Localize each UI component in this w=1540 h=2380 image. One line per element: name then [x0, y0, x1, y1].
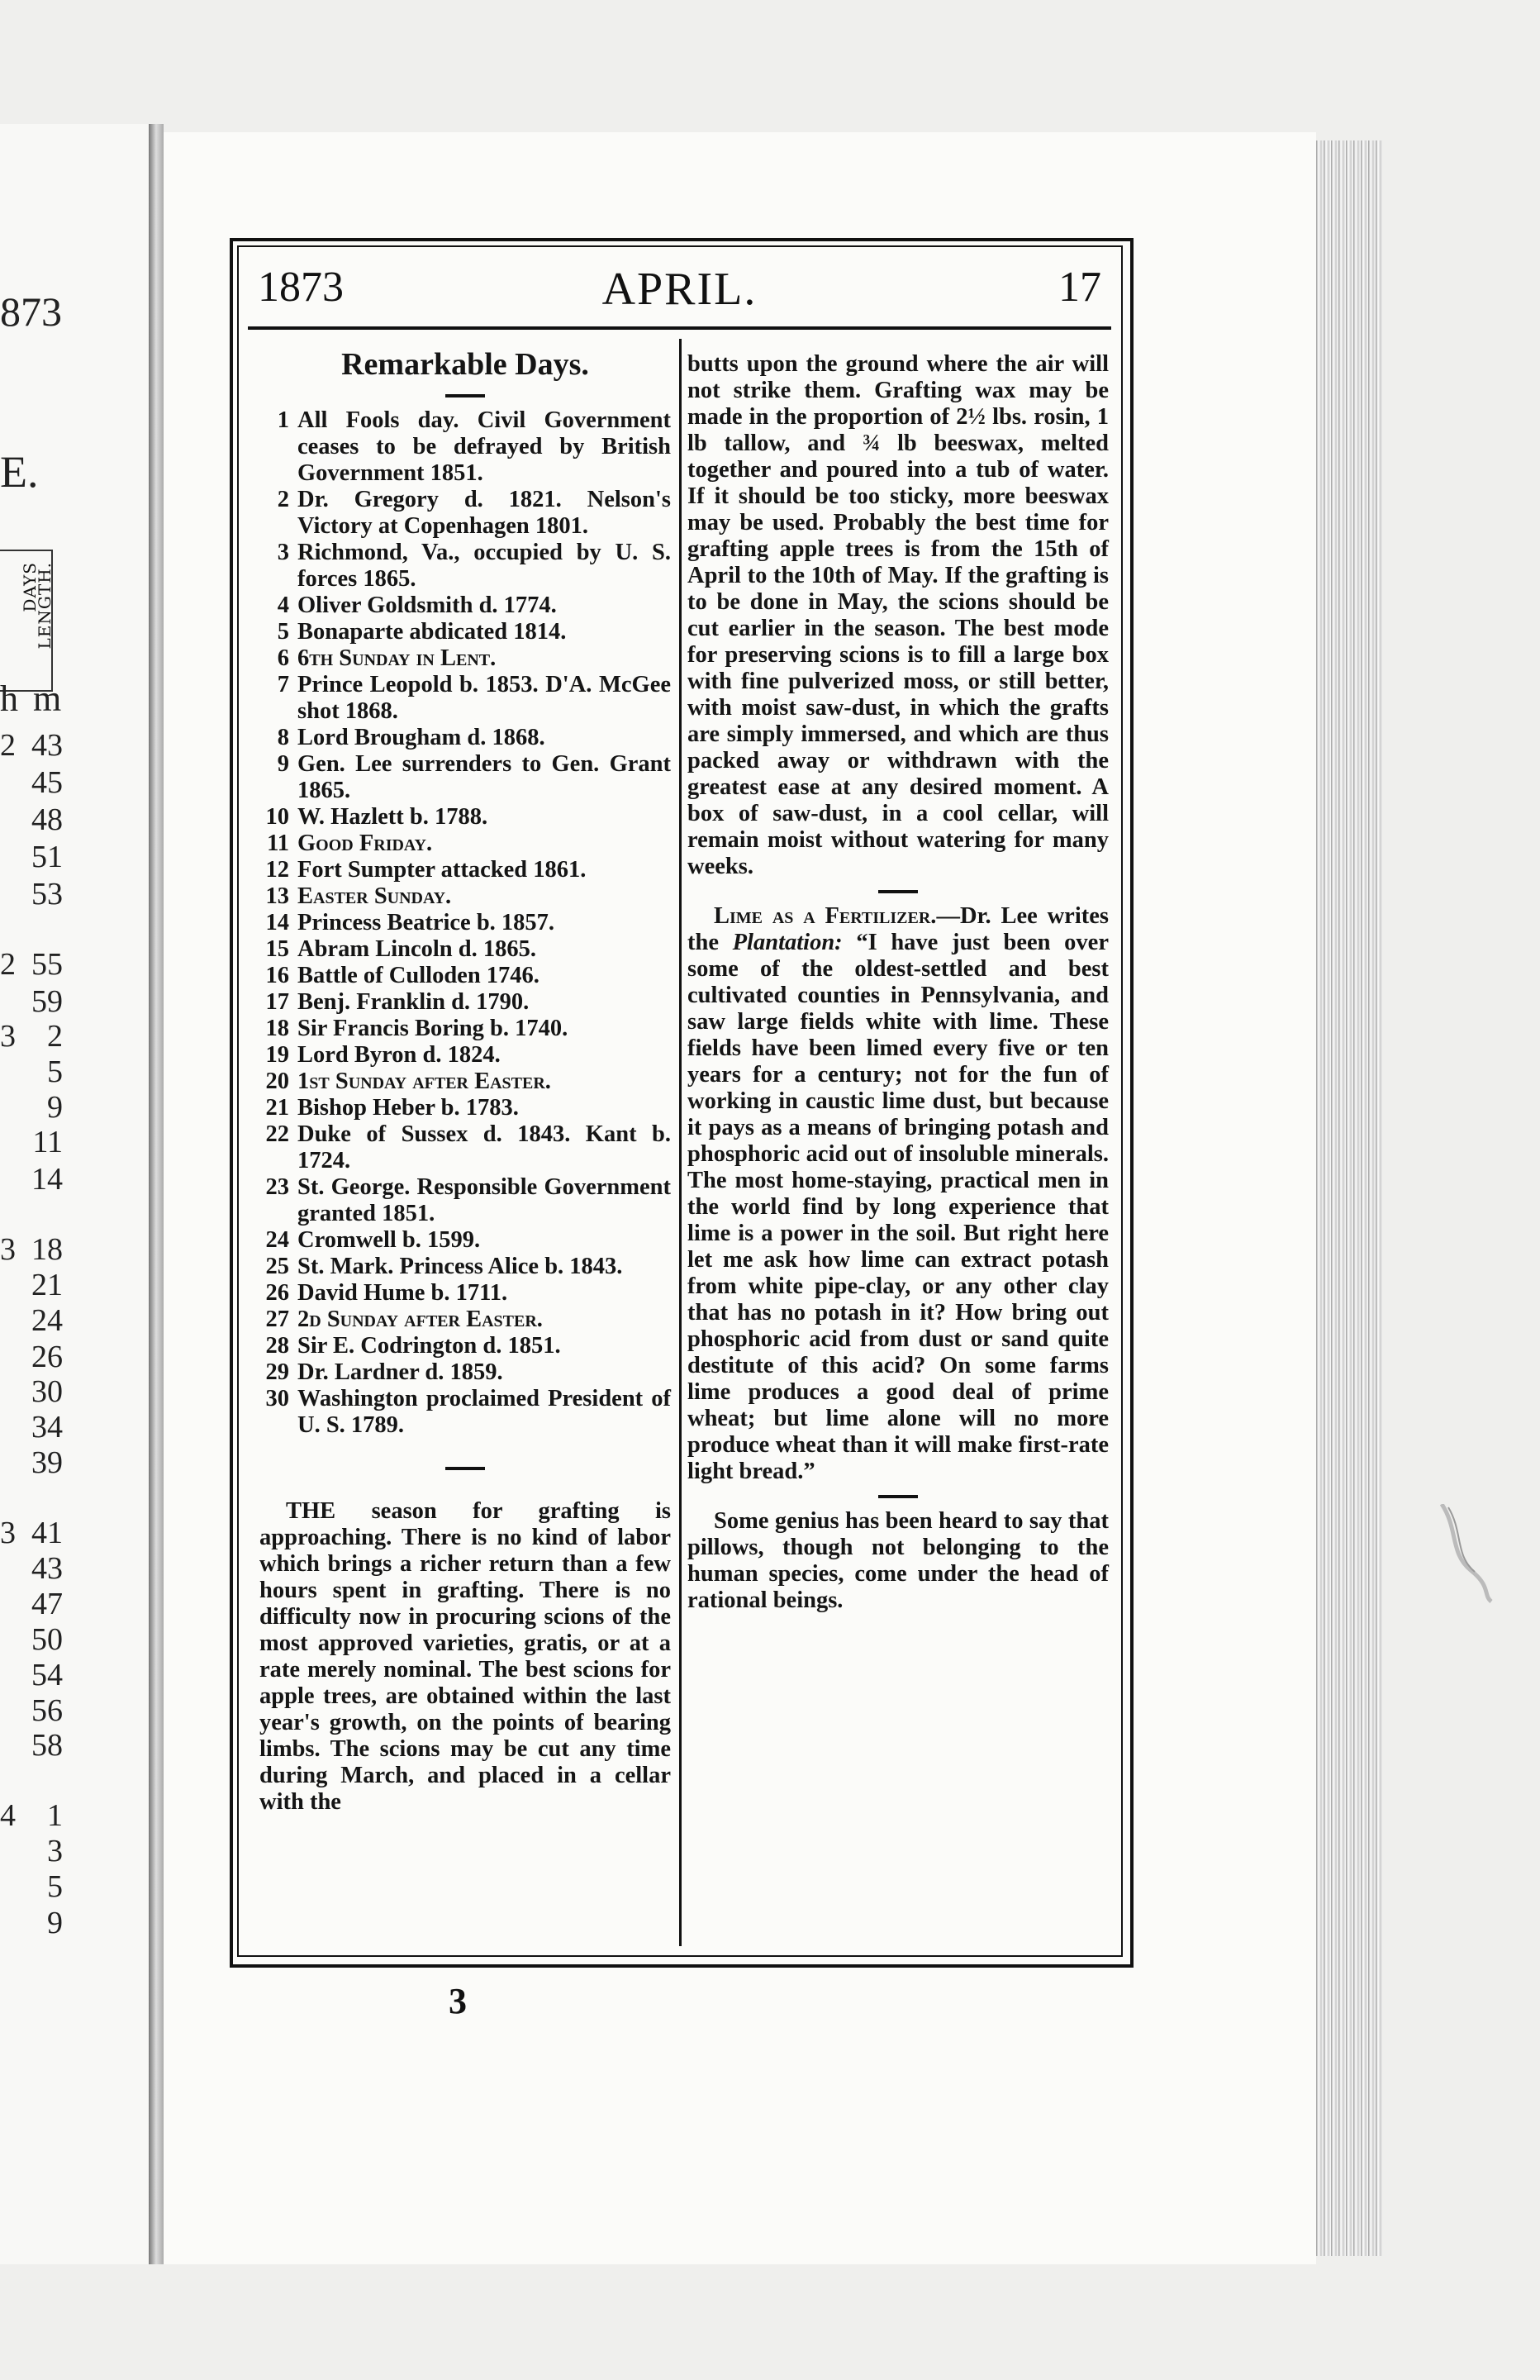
minutes-value: 5 — [47, 1054, 63, 1089]
remarkable-day-entry — [259, 725, 671, 751]
minutes-value: 39 — [31, 1445, 63, 1480]
day-number: 28 — [265, 1333, 289, 1359]
day-event-text: Easter Sunday. — [297, 883, 452, 909]
day-number: 8 — [277, 725, 289, 750]
day-number: 30 — [265, 1386, 289, 1411]
remarkable-day-entry — [259, 672, 671, 725]
remarkable-day-entry — [259, 1227, 671, 1254]
remarkable-day-entry — [259, 883, 671, 910]
minutes-value: 56 — [31, 1693, 63, 1728]
remarkable-day-entry — [259, 989, 671, 1016]
hours-value: 4 — [0, 1798, 16, 1833]
minutes-value: 58 — [31, 1728, 63, 1763]
day-event-text: Gen. Lee surrenders to Gen. Grant 1865. — [297, 751, 671, 803]
remarkable-day-entry — [259, 1016, 671, 1042]
day-number: 6 — [277, 645, 289, 671]
minutes-value: 55 — [31, 947, 63, 982]
hours-value: 3 — [0, 1516, 16, 1550]
minutes-value: 59 — [31, 984, 63, 1019]
remarkable-day-entry — [259, 1254, 671, 1280]
day-event-text: Lord Byron d. 1824. — [297, 1042, 501, 1068]
minutes-value: 5 — [47, 1869, 63, 1904]
day-number: 11 — [267, 831, 289, 856]
day-number: 26 — [265, 1280, 289, 1306]
minutes-value: 9 — [47, 1906, 63, 1940]
day-event-text: 2d Sunday after Easter. — [297, 1307, 543, 1332]
day-number: 3 — [277, 540, 289, 565]
day-number: 2 — [277, 487, 289, 512]
day-number: 24 — [265, 1227, 289, 1253]
minutes-value: 54 — [31, 1658, 63, 1692]
remarkable-day-entry — [259, 1174, 671, 1227]
hours-value: 3 — [0, 1232, 16, 1267]
remarkable-day-entry — [259, 751, 671, 804]
day-event-text: Good Friday. — [297, 831, 433, 856]
facing-page — [0, 124, 151, 2264]
day-event-text: Washington proclaimed President of U. S. 1789. — [297, 1386, 671, 1438]
remarkable-day-entry — [259, 1333, 671, 1359]
day-number: 21 — [265, 1095, 289, 1121]
minutes-value: 1 — [47, 1798, 63, 1833]
day-event-text: Oliver Goldsmith d. 1774. — [297, 593, 557, 618]
minutes-value: 43 — [31, 728, 63, 763]
minutes-value: 30 — [31, 1374, 63, 1409]
book-gutter — [149, 124, 164, 2264]
remarkable-day-entry — [259, 1386, 671, 1439]
day-event-text: Cromwell b. 1599. — [297, 1227, 481, 1253]
day-event-text: St. Mark. Princess Alice b. 1843. — [297, 1254, 623, 1279]
day-event-text: Benj. Franklin d. 1790. — [297, 989, 530, 1015]
header-year: 1873 — [258, 264, 344, 311]
minutes-value: 3 — [47, 1834, 63, 1868]
facing-page-year: 873 — [0, 288, 62, 335]
remarkable-day-entry — [259, 1359, 671, 1386]
day-event-text: Bishop Heber b. 1783. — [297, 1095, 519, 1121]
remarkable-day-entry — [259, 1069, 671, 1095]
day-number: 7 — [277, 672, 289, 697]
minutes-value: 34 — [31, 1410, 63, 1445]
minutes-value: 9 — [47, 1090, 63, 1125]
day-number: 5 — [277, 619, 289, 645]
day-number: 4 — [277, 593, 289, 618]
day-number: 25 — [265, 1254, 289, 1279]
header-page-number: 17 — [1058, 264, 1101, 311]
day-event-text: 6th Sunday in Lent. — [297, 645, 497, 671]
day-number: 29 — [265, 1359, 289, 1385]
remarkable-day-entry — [259, 619, 671, 645]
day-number: 18 — [265, 1016, 289, 1041]
day-event-text: David Hume b. 1711. — [297, 1280, 508, 1306]
minutes-value: 2 — [47, 1019, 63, 1054]
minutes-value: 41 — [31, 1516, 63, 1550]
header-rule — [248, 326, 1111, 330]
day-number: 27 — [265, 1307, 289, 1332]
remarkable-day-entry — [259, 540, 671, 593]
remarkable-day-entry — [259, 407, 671, 487]
facing-page-unit-m: m — [33, 678, 62, 719]
grafting-text-left: season for grafting is approaching. There is no kind of labor which brings a richer return than a few hours spent in grafting. There is no difficulty now in procuring scions of the most approved varieties, gratis, or at a rate merely nominal. The best scions for apple trees, are obtained within the last year's growth, on the points of bearing limbs. The scions may be cut any time during March, and placed in a cellar with the — [259, 1498, 672, 1815]
remarkable-day-entry — [259, 487, 671, 540]
remarkable-days-list — [259, 407, 671, 1439]
grafting-paragraph-start — [259, 1498, 671, 1816]
day-number: 16 — [265, 963, 289, 988]
day-event-text: Duke of Sussex d. 1843. Kant b. 1724. — [297, 1121, 671, 1173]
minutes-value: 50 — [31, 1622, 63, 1657]
day-number: 9 — [277, 751, 289, 777]
day-event-text: Sir Francis Boring b. 1740. — [297, 1016, 568, 1041]
facing-page-days-header: DAYS — [20, 562, 40, 612]
day-event-text: Bonaparte abdicated 1814. — [297, 619, 567, 645]
day-number: 19 — [265, 1042, 289, 1068]
remarkable-days-title: Remarkable Days. — [341, 347, 589, 382]
remarkable-day-entry — [259, 936, 671, 963]
day-number: 10 — [265, 804, 289, 830]
minutes-value: 48 — [31, 802, 63, 837]
column-divider — [679, 339, 682, 1946]
minutes-value: 18 — [31, 1232, 63, 1267]
hours-value: 3 — [0, 1019, 16, 1054]
remarkable-day-entry — [259, 910, 671, 936]
section-dash — [878, 890, 918, 893]
day-number: 12 — [265, 857, 289, 883]
day-event-text: Battle of Culloden 1746. — [297, 963, 539, 988]
minutes-value: 11 — [32, 1125, 63, 1159]
header-month: APRIL. — [601, 264, 758, 315]
remarkable-day-entry — [259, 1307, 671, 1333]
minutes-value: 24 — [31, 1303, 63, 1338]
day-number: 20 — [265, 1069, 289, 1094]
facing-page-letter: E. — [0, 447, 39, 497]
remarkable-day-entry — [259, 1121, 671, 1174]
remarkable-day-entry — [259, 645, 671, 672]
section-dash — [878, 1495, 918, 1498]
day-event-text: All Fools day. Civil Government ceases to be defrayed by British Government 1851. — [297, 407, 671, 486]
minutes-value: 51 — [31, 840, 63, 874]
left-column — [259, 347, 672, 1816]
minutes-value: 53 — [31, 877, 63, 912]
right-column — [687, 351, 1109, 1614]
remarkable-day-entry — [259, 1095, 671, 1121]
page-header — [248, 256, 1111, 319]
lime-text: “I have just been over some of the oldest-settled and best cultivated counties in Pennsylvania, and saw large fields white with lime. These fields have been limed every five or ten years for a century; not for the fun of working in caustic lime dust, but because it pays as a means of bringing potash and phosphoric acid out of insoluble minerals. The most home-staying, practical men in the world find by long experience that lime is a power in the soil. But right here let me ask how lime can extract potash from white pipe-clay, or any other clay that has no potash in it? How bring out phosphoric acid from dust or sand quite destitute of this acid? On some farms lime produces a good deal of prime wheat; but lime alone will no more produce wheat than it will make first-rate light bread.” — [687, 930, 1109, 1484]
day-event-text: Dr. Lardner d. 1859. — [297, 1359, 503, 1385]
day-number: 22 — [265, 1121, 289, 1147]
minutes-value: 21 — [31, 1268, 63, 1302]
hours-value: 2 — [0, 728, 16, 763]
page-edges — [1316, 140, 1382, 2256]
minutes-value: 47 — [31, 1587, 63, 1621]
grafting-paragraph-continued: butts upon the ground where the air will not strike them. Grafting wax may be made in the proportion of 2½ lbs. rosin, 1 lb tallow, and ¾ lb beeswax, melted together and poured into a tub of water. If it should be too sticky, more beeswax may be used. Probably the best time for grafting apple trees is from the 15th of April to the 10th of May. If the grafting is to be done in May, the scions should be cut earlier in the season. The best mode for preserving scions is to fill a large box with fine pulverized moss, or still better, with moist saw-dust, in which the grafts are simply immersed, and which are thus packed away or withdrawn with the greatest ease at any desired moment. A box of saw-dust, in a cool cellar, will remain moist without watering for many weeks. — [687, 351, 1109, 879]
pillows-paragraph: Some genius has been heard to say that pillows, though not belonging to the human species, come under the head of rational beings. — [687, 1508, 1109, 1613]
section-dash — [445, 394, 485, 397]
minutes-value: 43 — [31, 1551, 63, 1586]
lime-fertilizer-paragraph — [687, 903, 1109, 1485]
remarkable-day-entry — [259, 1042, 671, 1069]
hours-value: 2 — [0, 947, 16, 982]
day-number: 23 — [265, 1174, 289, 1200]
day-number: 15 — [265, 936, 289, 962]
section-dash — [445, 1467, 485, 1470]
minutes-value: 45 — [31, 765, 63, 800]
remarkable-day-entry — [259, 593, 671, 619]
grafting-lead: THE — [286, 1498, 336, 1524]
facing-page-length-header: LENGTH. — [35, 562, 55, 650]
day-event-text: Prince Leopold b. 1853. D'A. McGee shot 1868. — [297, 672, 671, 724]
lime-source: Plantation: — [732, 930, 843, 955]
day-event-text: Abram Lincoln d. 1865. — [297, 936, 536, 962]
day-event-text: Richmond, Va., occupied by U. S. forces 1865. — [297, 540, 671, 592]
day-event-text: St. George. Responsible Government granted 1851. — [297, 1174, 671, 1226]
minutes-value: 14 — [31, 1162, 63, 1197]
day-number: 13 — [265, 883, 289, 909]
remarkable-day-entry — [259, 1280, 671, 1307]
minutes-value: 26 — [31, 1340, 63, 1374]
remarkable-day-entry — [259, 804, 671, 831]
day-event-text: Fort Sumpter attacked 1861. — [297, 857, 587, 883]
bookmark-thread — [1433, 1504, 1500, 1603]
day-event-text: Dr. Gregory d. 1821. Nelson's Victory at Copenhagen 1801. — [297, 487, 671, 539]
remarkable-day-entry — [259, 857, 671, 883]
facing-page-unit-h: h — [0, 678, 18, 719]
day-number: 14 — [265, 910, 289, 935]
day-event-text: 1st Sunday after Easter. — [297, 1069, 551, 1094]
day-number: 1 — [277, 407, 289, 433]
lime-byline: —Dr. Lee writes the — [687, 903, 1109, 955]
signature-mark: 3 — [449, 1981, 467, 2021]
day-event-text: Princess Beatrice b. 1857. — [297, 910, 555, 935]
lime-heading: Lime as a Fertilizer. — [714, 903, 937, 929]
day-number: 17 — [265, 989, 289, 1015]
remarkable-day-entry — [259, 831, 671, 857]
remarkable-day-entry — [259, 963, 671, 989]
day-event-text: Lord Brougham d. 1868. — [297, 725, 545, 750]
day-event-text: W. Hazlett b. 1788. — [297, 804, 488, 830]
day-event-text: Sir E. Codrington d. 1851. — [297, 1333, 561, 1359]
